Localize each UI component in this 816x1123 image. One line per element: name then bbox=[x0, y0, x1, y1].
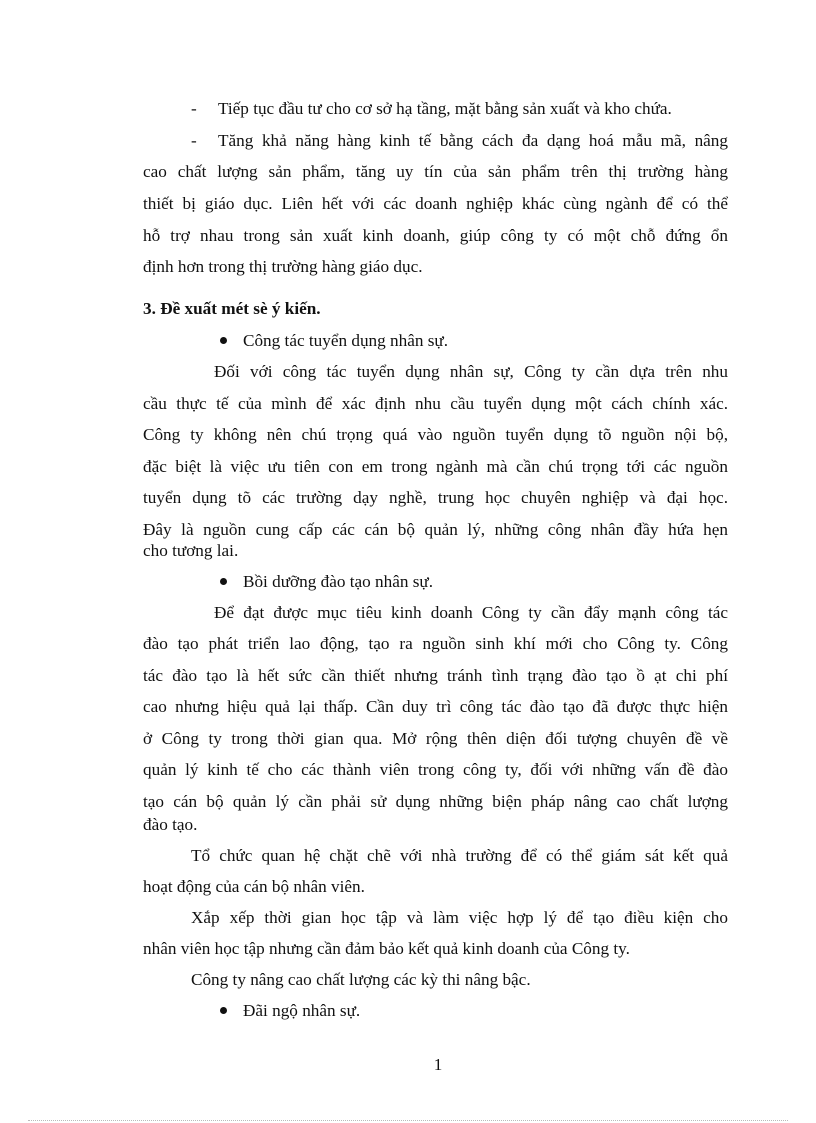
paragraph-line: tạo cán bộ quản lý cần phải sử dụng những biện pháp nâng cao chất lượng bbox=[143, 792, 728, 811]
bullet-item-training: Bồi dưỡng đào tạo nhân sự. bbox=[243, 572, 434, 591]
paragraph-line: tác đào tạo là hết sức cần thiết nhưng tránh tình trạng đào tạo ồ ạt chi phí bbox=[143, 666, 728, 685]
list-dash-marker: - bbox=[191, 99, 197, 118]
paragraph-line: tuyển dụng tõ các trường dạy nghề, trung học chuyên nghiệp và đại học. bbox=[143, 488, 728, 507]
page-number: 1 bbox=[433, 1055, 443, 1074]
bullet-item-recruitment: Công tác tuyển dụng nhân sự. bbox=[243, 331, 449, 350]
paragraph-line: cho tương lai. bbox=[143, 541, 239, 560]
dash-list-item-2: Tăng khả năng hàng kinh tế bằng cách đa dạng hoá mẫu mã, nâng bbox=[218, 131, 728, 150]
page-bottom-divider bbox=[28, 1120, 788, 1121]
paragraph-line: định hơn trong thị trường hàng giáo dục. bbox=[143, 257, 423, 276]
paragraph-line: Để đạt được mục tiêu kinh doanh Công ty cần đẩy mạnh công tác bbox=[214, 603, 728, 622]
paragraph-line: Đối với công tác tuyển dụng nhân sự, Công ty cần dựa trên nhu bbox=[214, 362, 728, 381]
paragraph-line: quản lý kinh tế cho các thành viên trong công ty, đối với những vấn đề đào bbox=[143, 760, 728, 779]
paragraph-line: nhân viên học tập nhưng cần đảm bảo kết quả kinh doanh của Công ty. bbox=[143, 939, 630, 958]
section-heading: 3. Đề xuất mét sè ý kiến. bbox=[143, 299, 321, 318]
paragraph-line: hoạt động của cán bộ nhân viên. bbox=[143, 877, 365, 896]
paragraph-line: đào tạo. bbox=[143, 815, 198, 834]
paragraph-line: ở Công ty trong thời gian qua. Mở rộng thên diện đối tượng chuyên đề về bbox=[143, 729, 728, 748]
list-dash-marker: - bbox=[191, 131, 197, 150]
paragraph-line: cao nhưng hiệu quả lại thấp. Cần duy trì công tác đào tạo đã được thực hiện bbox=[143, 697, 728, 716]
bullet-icon bbox=[220, 1007, 227, 1014]
bullet-item-compensation: Đãi ngộ nhân sự. bbox=[243, 1001, 361, 1020]
paragraph-line: cao chất lượng sản phẩm, tăng uy tín của sản phẩm trên thị trường hàng bbox=[143, 162, 728, 181]
paragraph-line: đặc biệt là việc ưu tiên con em trong ngành mà cần chú trọng tới các nguồn bbox=[143, 457, 728, 476]
paragraph-line: hỗ trợ nhau trong sản xuất kinh doanh, giúp công ty có một chỗ đứng ổn bbox=[143, 226, 728, 245]
paragraph-line: Tổ chức quan hệ chặt chẽ với nhà trường để có thể giám sát kết quả bbox=[191, 846, 728, 865]
bullet-icon bbox=[220, 337, 227, 344]
paragraph-line: thiết bị giáo dục. Liên hết với các doanh nghiệp khác cùng ngành để có thể bbox=[143, 194, 728, 213]
paragraph-line: Công ty nâng cao chất lượng các kỳ thi nâng bậc. bbox=[191, 970, 531, 989]
paragraph-line: Đây là nguồn cung cấp các cán bộ quản lý, những công nhân đầy hứa hẹn bbox=[143, 520, 728, 539]
dash-list-item-1: Tiếp tục đầu tư cho cơ sở hạ tầng, mặt bằng sản xuất và kho chứa. bbox=[218, 99, 672, 118]
paragraph-line: Công ty không nên chú trọng quá vào nguồn tuyển dụng tõ nguồn nội bộ, bbox=[143, 425, 728, 444]
bullet-icon bbox=[220, 578, 227, 585]
paragraph-line: Xắp xếp thời gian học tập và làm việc hợp lý để tạo điều kiện cho bbox=[191, 908, 728, 927]
paragraph-line: đào tạo phát triển lao động, tạo ra nguồn sinh khí mới cho Công ty. Công bbox=[143, 634, 728, 653]
paragraph-line: cầu thực tế của mình để xác định nhu cầu tuyển dụng một cách chính xác. bbox=[143, 394, 728, 413]
